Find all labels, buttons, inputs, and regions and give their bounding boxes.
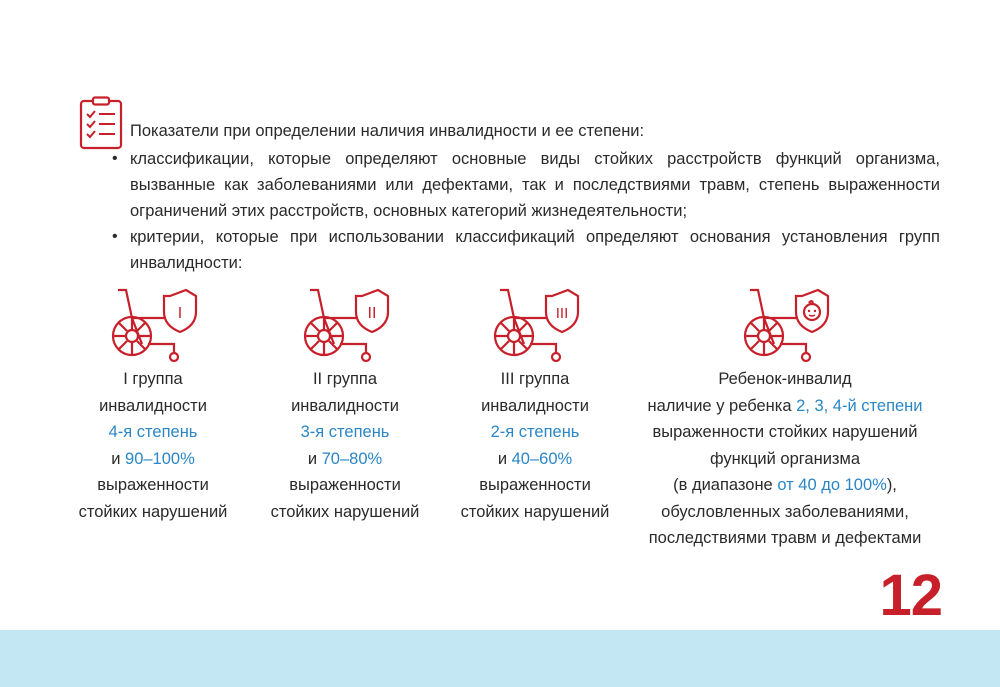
bullet-icon: • [112, 150, 118, 167]
degree-label: 2, 3, 4-й степени [796, 396, 923, 415]
list-item: • критерии, которые при использовании классификаций определяют основания установления групп инвалидности: [110, 224, 940, 276]
degree-label: 4-я степень [108, 423, 198, 441]
group-title: III группа [500, 370, 570, 388]
wheelchair-shield-icon [108, 286, 198, 362]
degree-label: 2-я степень [490, 423, 580, 441]
group-3-card: III III группа инвалидности 2-я степень и 40–60% выраженности стойких нарушений [460, 286, 610, 525]
group-2-card: II II группа инвалидности 3-я степень и 70–80% выраженности стойких нарушений [270, 286, 420, 525]
disability-groups [0, 286, 1000, 586]
group-title: I группа [123, 370, 183, 388]
wheelchair-shield-icon [300, 286, 390, 362]
bullet-icon: • [112, 228, 118, 245]
range-label: 90–100% [125, 449, 195, 468]
child-title: Ребенок-инвалид [718, 370, 852, 388]
svg-text:I: I [177, 305, 183, 322]
child-card: Ребенок-инвалид наличие у ребенка 2, 3, 4-й степени выраженности стойких нарушений функций организма (в диапазоне от 40 до 100%), обусловленных заболеваниями, последствиями травм и дефектами [635, 286, 935, 552]
degree-label: 3-я степень [300, 423, 390, 441]
criteria-list [110, 146, 940, 276]
group-title: II группа [312, 370, 378, 388]
range-label: 70–80% [321, 449, 383, 468]
range-label: от 40 до 100% [777, 476, 887, 494]
svg-text:III: III [555, 305, 569, 322]
intro-title: Показатели при определении наличия инвалидности и ее степени: [130, 122, 645, 140]
wheelchair-shield-icon [490, 286, 580, 362]
range-label: 40–60% [511, 449, 573, 468]
group-1-card: I I группа инвалидности 4-я степень и 90–100% выраженности стойких нарушений [78, 286, 228, 525]
svg-text:II: II [367, 305, 377, 322]
page-number: 12 [879, 563, 942, 628]
footer-band [0, 630, 1000, 687]
checklist-icon [78, 96, 128, 150]
wheelchair-child-shield-icon [740, 286, 830, 362]
list-item: • классификации, которые определяют основные виды стойких расстройств функций организма, вызванные как заболеваниями или дефектами, так и последствиями травм, степень выраженности ограничений этих расстройств, основных категорий жизнедеятельности; [110, 146, 940, 224]
